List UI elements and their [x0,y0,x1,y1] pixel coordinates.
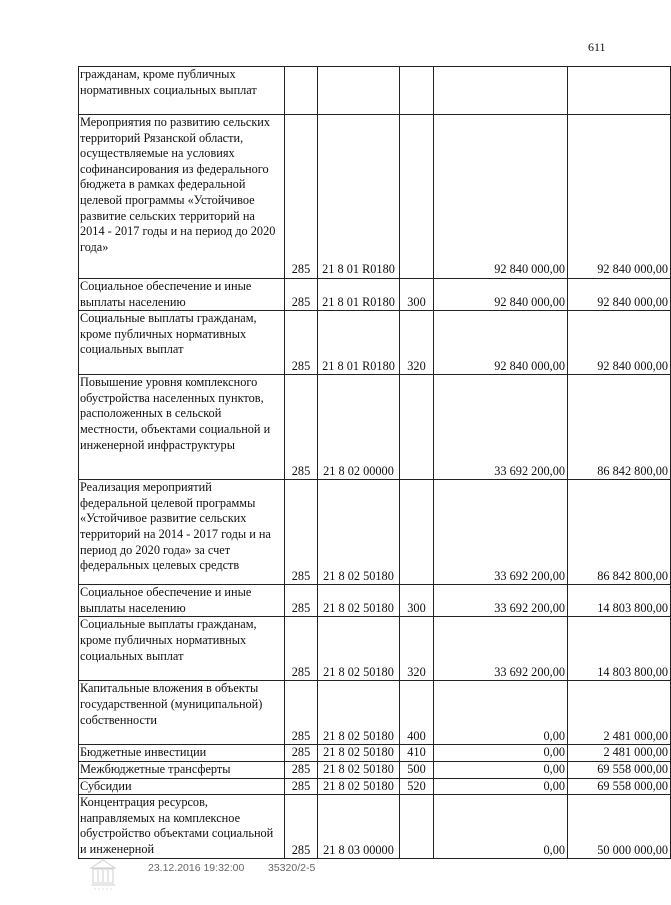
target-article-code: 21 8 02 50180 [318,585,400,617]
table-row [79,67,671,115]
ministry-code: 285 [285,375,318,480]
amount-2: 86 842 800,00 [568,375,671,480]
table-row [79,761,671,778]
amount-2: 86 842 800,00 [568,480,671,585]
target-article-code [318,67,400,115]
amount-1: 0,00 [434,778,568,795]
ministry-code: 285 [285,778,318,795]
expense-type-code [400,67,434,115]
target-article-code: 21 8 01 R0180 [318,279,400,311]
expense-type-code: 300 [400,279,434,311]
row-name: Социальные выплаты гражданам, кроме публичных нормативных социальных выплат [79,311,285,375]
target-article-code: 21 8 02 50180 [318,761,400,778]
amount-2: 69 558 000,00 [568,778,671,795]
row-name: Межбюджетные трансферты [79,761,285,778]
row-name: Социальное обеспечение и иные выплаты населению [79,585,285,617]
expense-type-code: 320 [400,311,434,375]
amount-1: 33 692 200,00 [434,375,568,480]
amount-1 [434,67,568,115]
amount-2: 2 481 000,00 [568,745,671,762]
row-name: Концентрация ресурсов, направляемых на комплексное обустройство объектами социальной и инженерной [79,795,285,859]
target-article-code: 21 8 01 R0180 [318,115,400,279]
amount-2: 92 840 000,00 [568,311,671,375]
expense-type-code: 410 [400,745,434,762]
table-row [79,311,671,375]
ministry-code: 285 [285,681,318,745]
page-footer [0,858,640,898]
ministry-code [285,67,318,115]
amount-2: 92 840 000,00 [568,115,671,279]
table-row [79,480,671,585]
row-name: Повышение уровня комплексного обустройства населенных пунктов, расположенных в сельской местности, объектами социальной и инженерной инфраструктуры [79,375,285,480]
table-row [79,617,671,681]
table-row [79,795,671,859]
target-article-code: 21 8 02 50180 [318,778,400,795]
target-article-code: 21 8 02 50180 [318,681,400,745]
expense-type-code [400,115,434,279]
footer-datetime: 23.12.2016 19:32:00 [148,862,245,874]
expense-type-code: 500 [400,761,434,778]
target-article-code: 21 8 01 R0180 [318,311,400,375]
amount-1: 92 840 000,00 [434,279,568,311]
expense-type-code [400,375,434,480]
target-article-code: 21 8 02 50180 [318,745,400,762]
target-article-code: 21 8 02 50180 [318,617,400,681]
row-name: Социальное обеспечение и иные выплаты населению [79,279,285,311]
amount-1: 0,00 [434,761,568,778]
amount-1: 92 840 000,00 [434,311,568,375]
row-name: Субсидии [79,778,285,795]
budget-table [78,66,671,859]
target-article-code: 21 8 03 00000 [318,795,400,859]
expense-type-code: 520 [400,778,434,795]
expense-type-code [400,480,434,585]
ministry-code: 285 [285,617,318,681]
row-name: Бюджетные инвестиции [79,745,285,762]
ministry-code: 285 [285,795,318,859]
table-row [79,375,671,480]
expense-type-code: 300 [400,585,434,617]
amount-1: 0,00 [434,745,568,762]
amount-1: 33 692 200,00 [434,480,568,585]
amount-1: 33 692 200,00 [434,617,568,681]
target-article-code: 21 8 02 00000 [318,375,400,480]
target-article-code: 21 8 02 50180 [318,480,400,585]
row-name: Социальные выплаты гражданам, кроме публичных нормативных социальных выплат [79,617,285,681]
table-row [79,745,671,762]
ministry-code: 285 [285,311,318,375]
ministry-code: 285 [285,745,318,762]
table-row [79,279,671,311]
row-name: Мероприятия по развитию сельских территорий Рязанской области, осуществляемые на условиях софинансирования из федерального бюджета в рамках федеральной целевой программы «Устойчивое развитие сельских территорий на 2014 - 2017 годы и на период до 2020 года» [79,115,285,279]
amount-2: 14 803 800,00 [568,617,671,681]
amount-1: 33 692 200,00 [434,585,568,617]
table-row [79,778,671,795]
table-row [79,681,671,745]
amount-1: 0,00 [434,795,568,859]
amount-2: 69 558 000,00 [568,761,671,778]
page-number: 611 [588,40,606,54]
expense-type-code: 400 [400,681,434,745]
ministry-code: 285 [285,115,318,279]
ministry-code: 285 [285,585,318,617]
amount-1: 92 840 000,00 [434,115,568,279]
expense-type-code [400,795,434,859]
ministry-code: 285 [285,761,318,778]
table-row [79,585,671,617]
row-name: гражданам, кроме публичных нормативных социальных выплат [79,67,285,115]
amount-2: 50 000 000,00 [568,795,671,859]
amount-2: 14 803 800,00 [568,585,671,617]
amount-2 [568,67,671,115]
expense-type-code: 320 [400,617,434,681]
table-row [79,115,671,279]
footer-document-id: 35320/2-5 [268,862,316,874]
building-stamp-icon [88,858,118,892]
row-name: Капитальные вложения в объекты государственной (муниципальной) собственности [79,681,285,745]
ministry-code: 285 [285,279,318,311]
amount-2: 2 481 000,00 [568,681,671,745]
row-name: Реализация мероприятий федеральной целевой программы «Устойчивое развитие сельских территорий на 2014 - 2017 годы и на период до 2020 года» за счет федеральных целевых средств [79,480,285,585]
ministry-code: 285 [285,480,318,585]
amount-1: 0,00 [434,681,568,745]
amount-2: 92 840 000,00 [568,279,671,311]
